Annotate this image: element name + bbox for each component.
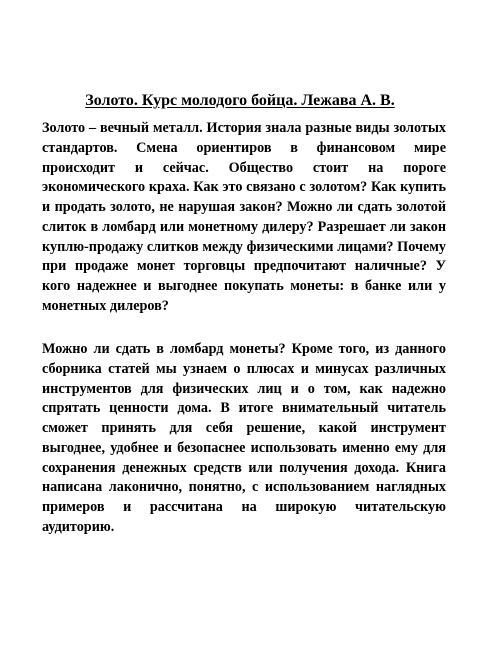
document-title: Золото. Курс молодого бойца. Лежава А. В. — [85, 92, 395, 109]
paragraph-1: Золото – вечный металл. История знала разные виды золотых стандартов. Смена ориентиров в финансовом мире происходит и сейчас. Общество стоит на пороге экономического краха. Как это связано с золотом? Как купить и продать золото, не нарушая закон? Можно ли сдать золотой слиток в ломбард или монетному дилеру? Разрешает ли закон куплю-продажу слитков между физическими лицами? Почему при продаже монет торговцы предпочитают наличные? У кого надежнее и выгоднее покупать монеты: в банке или у монетных дилеров? — [42, 120, 446, 314]
paragraph-2: Можно ли сдать в ломбард монеты? Кроме того, из данного сборника статей мы узнаем о плюсах и минусах различных инструментов для физических лиц и о том, как надежно спрятать ценности дома. В итоге внимательный читатель сможет принять для себя решение, какой инструмент выгоднее, удобнее и безопаснее использовать именно ему для сохранения денежных средств или получения дохода. Книга написана лаконично, понятно, с использованием наглядных примеров и рассчитана на широкую читательскую аудиторию. — [42, 341, 446, 535]
